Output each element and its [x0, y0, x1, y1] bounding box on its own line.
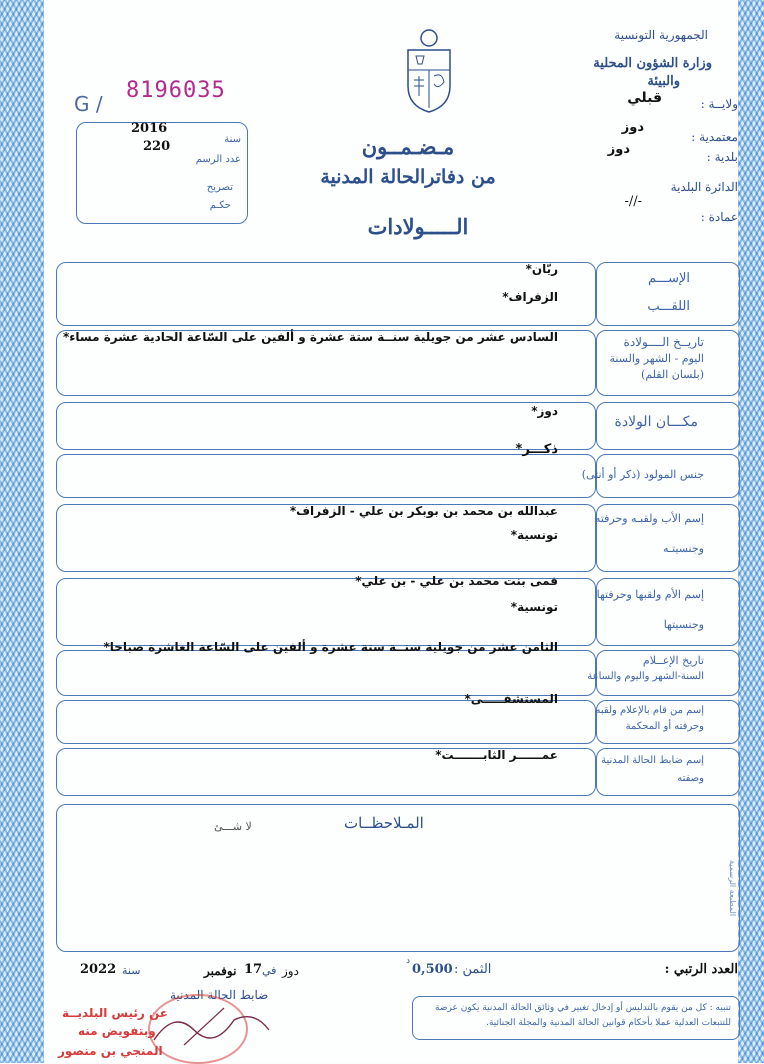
value-declaration-date: الثامن عشر من جويلية سنــة ستة عشرة و ألفين على السّاعة العاشرة صباحا*: [103, 640, 558, 654]
signature: [144, 1000, 274, 1050]
omada-label: عمادة :: [700, 210, 738, 224]
label-mother-2: وجنسيتها: [663, 618, 704, 631]
label-declarant-1: إسم من قام بالإعلام ولقبه: [595, 705, 704, 716]
security-border-right: [738, 0, 764, 1063]
registry-year-label: سنة: [224, 134, 241, 145]
label-sex: جنس المولود (ذكر أو أنثى): [581, 468, 704, 481]
remarks-value: لا شـــئ: [214, 820, 252, 833]
value-birthplace: دوز*: [531, 404, 558, 418]
value-declarant: المستشفـــــى*: [464, 692, 558, 706]
label-declaration-date-2: السنة-الشهر واليوم والساعة: [587, 671, 704, 682]
value-father-nationality: تونسية*: [510, 528, 558, 542]
registry-year: 2016: [131, 121, 168, 136]
stamp-line3: المنجي بن منصور: [58, 1044, 163, 1058]
row-sex-value-box: [56, 454, 596, 498]
value-father-name: عبدالله بن محمد بن بوبكر بن علي - الزفراف*: [289, 504, 558, 518]
footer-date-day: 17: [244, 962, 263, 977]
wilaya-label: ولايــة :: [700, 97, 738, 111]
value-last-name: الزفراف*: [502, 290, 558, 304]
label-birthdate-3: (بلسان القلم): [641, 368, 704, 381]
title-content: مـضـمــون: [361, 134, 455, 159]
title-civil-registry: من دفاترالحالة المدنية: [320, 166, 496, 188]
remarks-label: المـلاحظــات: [344, 814, 424, 832]
ministry-line2: والبيئة: [647, 74, 680, 89]
printer-side-note: المطبعة الرسمية: [728, 860, 737, 917]
value-mother-nationality: تونسية*: [510, 600, 558, 614]
label-last-name: اللقـــب: [647, 299, 690, 314]
label-officer-2: وصفته: [677, 773, 704, 784]
stamp-line2: وبتفويض منه: [78, 1024, 156, 1038]
label-birthplace: مكـــان الولادة: [614, 414, 698, 430]
footer-officer-title: ضابط الحالة المدنية: [170, 988, 269, 1002]
value-officer: عمــــــر الثابـــــــت*: [435, 748, 558, 762]
label-birthdate-1: تاريــخ الــــولادة: [623, 335, 704, 349]
security-border-left: [0, 0, 44, 1063]
ordinal-number-label: العدد الرتبي :: [664, 962, 738, 977]
motamadiya-value: دوز: [621, 120, 644, 135]
registry-box: [76, 122, 248, 224]
serial-prefix: G /: [74, 92, 103, 116]
value-birthdate: السادس عشر من جويلية سنــة ستة عشرة و ألفين على السّاعة الحادية عشرة مساء*: [62, 330, 558, 344]
label-father-1: إسم الأب ولقبـه وحرفته: [594, 512, 704, 525]
value-mother-name: فمى بنت محمد بن علي - بن علي*: [355, 574, 558, 588]
footer-year-value: 2022: [80, 962, 117, 977]
footer-place: دوز: [282, 964, 299, 978]
footer-year-label: سنة: [122, 964, 141, 977]
warning-text: تنبيه : كل من يقوم بالتدليس أو إدخال تغيير في وثائق الحالة المدنية يكون عرضة للتتبعات العدلية عملا بأحكام قوانين الحالة المدنية والمجلة الجنائية.: [435, 1003, 731, 1028]
coat-of-arms-emblem: [404, 28, 454, 114]
serial-number: 8196035: [126, 78, 226, 103]
footer-date-month: نوفمبر: [204, 964, 237, 978]
price-value: 0,500: [412, 962, 453, 977]
registry-number-label: عدد الرسم: [195, 154, 241, 165]
republic-title: الجمهورية التونسية: [614, 28, 708, 42]
label-officer-1: إسم ضابط الحالة المدنية: [601, 755, 704, 766]
label-father-2: وجنسيتـه: [662, 542, 704, 555]
label-declaration-date-1: تاريخ الإعــلام: [642, 654, 704, 667]
wilaya-value: قبلي: [627, 90, 662, 106]
daira-label: الدائرة البلدية: [670, 180, 738, 194]
baladiya-label: بلدية :: [706, 150, 738, 164]
registry-judgment-label: حكـم: [209, 200, 231, 211]
footer-date-prefix: في: [262, 964, 277, 977]
motamadiya-label: معتمدية :: [691, 130, 738, 144]
registry-number: 220: [143, 139, 171, 154]
baladiya-value: دوز: [607, 142, 630, 157]
value-sex: ذكـــر*: [515, 442, 558, 457]
stamp-line1: عن رئيس البلديــة: [62, 1006, 168, 1020]
label-declarant-2: وحرفته أو المحكمة: [625, 721, 704, 732]
registry-declaration-label: تصريح: [206, 182, 233, 193]
price-label: الثمن :: [454, 962, 492, 977]
value-first-name: ريّان*: [525, 262, 558, 276]
document-sheet: [44, 0, 738, 1063]
title-births: الـــــولادات: [367, 214, 469, 239]
ministry-line1: وزارة الشؤون المحلية: [593, 56, 712, 71]
label-birthdate-2: اليوم - الشهر والسنة: [609, 352, 704, 365]
label-first-name: الإســـم: [648, 271, 690, 286]
warning-box: [412, 996, 740, 1040]
row-declaration-date-value-box: [56, 650, 596, 696]
price-unit: د: [406, 956, 411, 966]
label-mother-1: إسم الأم ولقبها وحرفتها: [596, 588, 704, 601]
daira-value: -//-: [624, 194, 642, 209]
row-declarant-value-box: [56, 700, 596, 744]
